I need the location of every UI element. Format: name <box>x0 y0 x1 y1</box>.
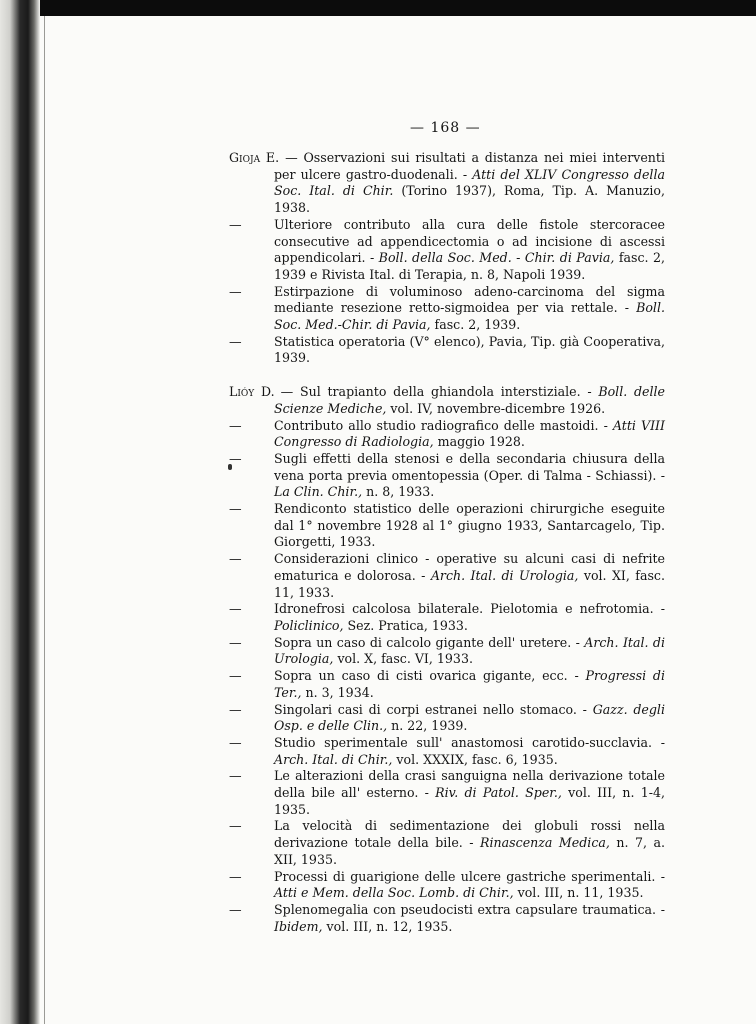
reference-entry: — Considerazioni clinico - operative su alcuni casi di nefrite ematurica e dolorosa. - Arch. Ital. di Urologia, vol. XI, fasc. 11, 1933. <box>229 551 665 600</box>
reference-entry: — Contributo allo studio radiografico delle mastoidi. - Atti VIII Congresso di Radiologia, maggio 1928. <box>229 417 666 450</box>
scan-top-edge <box>0 0 756 16</box>
page-number: — 168 — <box>410 120 481 136</box>
reference-entry: — Processi di guarigione delle ulcere gastriche sperimentali. - Atti e Mem. della Soc. Lomb. di Chir., vol. III, n. 11, 1935. <box>229 868 665 901</box>
bibliography <box>229 150 665 935</box>
reference-entry: — Splenomegalia con pseudocisti extra capsulare traumatica. - Ibidem, vol. III, n. 12, 1935. <box>229 901 665 934</box>
reference-entry: — Rendiconto statistico delle operazioni chirurgiche eseguite dal 1° novembre 1928 al 1° giugno 1933, Santarcagelo, Tip. Giorgetti, 1933. <box>229 501 665 550</box>
author-name: Lióy D. <box>229 384 275 400</box>
book-spine-shadow <box>0 0 40 1024</box>
reference-entry: Lióy D. — Sul trapianto della ghiandola interstiziale. - Boll. delle Scienze Mediche, vol. IV, novembre-dicembre 1926. <box>229 384 666 416</box>
reference-entry: — Studio sperimentale sull' anastomosi carotido-succlavia. - Arch. Ital. di Chir., vol. XXXIX, fasc. 6, 1935. <box>229 734 665 767</box>
reference-entry: — Sugli effetti della stenosi e della secondaria chiusura della vena porta previa omentopessia (Oper. di Talma - Schiassi). - La Clin. Chir., n. 8, 1933. <box>229 450 665 500</box>
reference-entry: Gioja E. — Osservazioni sui risultati a distanza nei miei interventi per ulcere gastro-duodenali. - Atti del XLIV Congresso della Soc. Ital. di Chir. (Torino 1937), Roma, Tip. A. Manuzio, 1938. <box>229 150 665 216</box>
reference-entry: — Idronefrosi calcolosa bilaterale. Pielotomia e nefrotomia. - Policlinico, Sez. Pratica, 1933. <box>229 601 665 633</box>
reference-entry: — Sopra un caso di calcolo gigante dell' uretere. - Arch. Ital. di Urologia, vol. X, fasc. VI, 1933. <box>229 634 666 667</box>
reference-entry: — Le alterazioni della crasi sanguigna nella derivazione totale della bile all' esterno. - Riv. di Patol. Sper., vol. III, n. 1-4, 1935. <box>229 768 665 817</box>
reference-entry: — Estirpazione di voluminoso adeno-carcinoma del sigma mediante resezione retto-sigmoidea per via rettale. - Boll. Soc. Med.-Chir. di Pavia, fasc. 2, 1939. <box>229 283 665 333</box>
margin-rule <box>44 16 45 1024</box>
reference-entry: — Sopra un caso di cisti ovarica gigante, ecc. - Progressi di Ter., n. 3, 1934. <box>229 668 666 700</box>
reference-entry: — Singolari casi di corpi estranei nello stomaco. - Gazz. degli Osp. e delle Clin., n. 22, 1939. <box>229 701 665 734</box>
reference-entry: — Statistica operatoria (V° elenco), Pavia, Tip. già Cooperativa, 1939. <box>229 333 665 366</box>
author-name: Gioja E. <box>229 150 280 165</box>
reference-entry: — Ulteriore contributo alla cura delle fistole stercoracee consecutive ad appendicectomia o ad incisione di ascessi appendicolari. - Boll. della Soc. Med. - Chir. di Pavia, fasc. 2, 1939 e Rivista Ital. di Terapia, n. 8, Napoli 1939. <box>229 216 665 282</box>
reference-entry: — La velocità di sedimentazione dei globuli rossi nella derivazione totale della bile. - Rinascenza Medica, n. 7, a. XII, 1935. <box>229 818 665 867</box>
